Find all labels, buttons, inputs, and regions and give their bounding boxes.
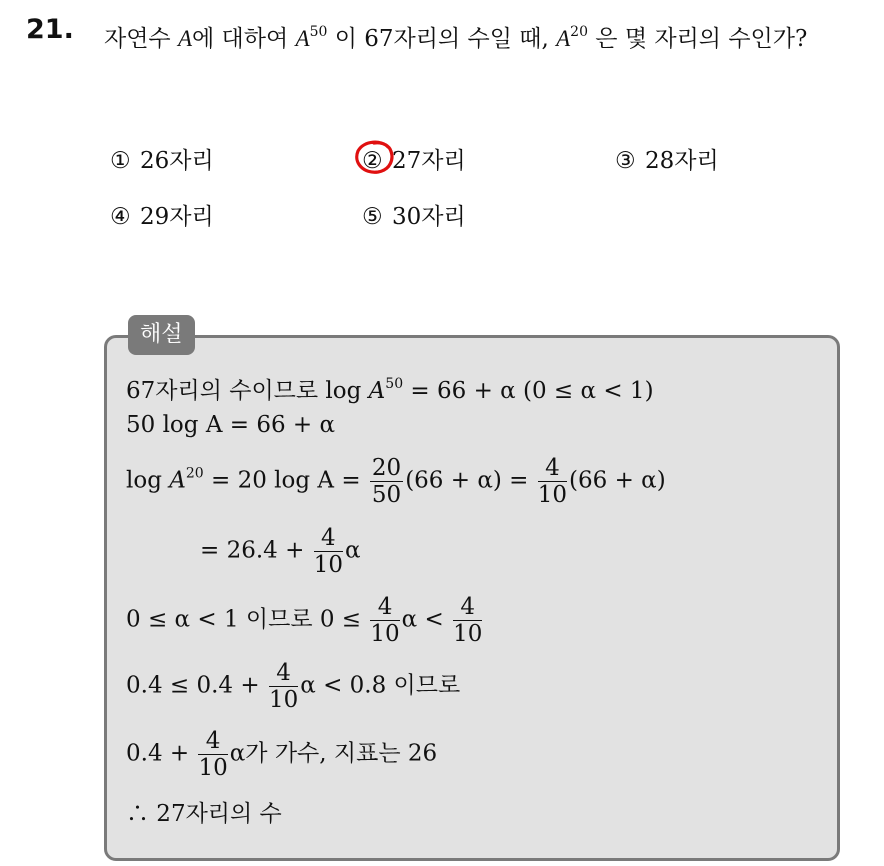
solution-line-8: ∴ 27자리의 수: [126, 801, 282, 827]
solution-line-3: $\log A^{20} = 20$ log A = $\frac{20}{50}$ (66 + α) = $\frac{4}{10}$ (66 + α): [126, 455, 666, 508]
solution-line-4: = 26.4 + $\frac{4}{10}$ α: [200, 525, 361, 578]
choice-2[interactable]: ② 27자리: [362, 148, 466, 174]
solution-line-1: 67자리의 수이므로 $\log A^{50} = 66 + \alpha$ (0 ≤ α < 1): [126, 376, 654, 404]
solution-line-2: 50 log A = 66 + α: [126, 412, 336, 438]
answer-circle-mark-icon: [354, 139, 396, 175]
choice-1[interactable]: ① 26자리: [110, 148, 214, 174]
solution-line-5: 0 ≤ α < 1 이므로 0 ≤ $\frac{4}{10}$ α < $\frac{4}{10}$: [126, 594, 483, 647]
question-number: 21.: [26, 14, 74, 45]
solution-title: 해설: [128, 315, 195, 355]
choice-5[interactable]: ⑤ 30자리: [362, 204, 466, 230]
solution-line-6: 0.4 ≤ 0.4 + $\frac{4}{10}$ α < 0.8 이므로: [126, 660, 461, 713]
question-text: 자연수 A에 대하여 $A^{50}$ 이 67자리의 수일 때, $A^{20}$ 은 몇 자리의 수인가?: [104, 24, 808, 52]
choice-4[interactable]: ④ 29자리: [110, 204, 214, 230]
solution-line-7: 0.4 + $\frac{4}{10}$ α가 가수, 지표는 26: [126, 728, 438, 781]
choice-3[interactable]: ③ 28자리: [615, 148, 719, 174]
